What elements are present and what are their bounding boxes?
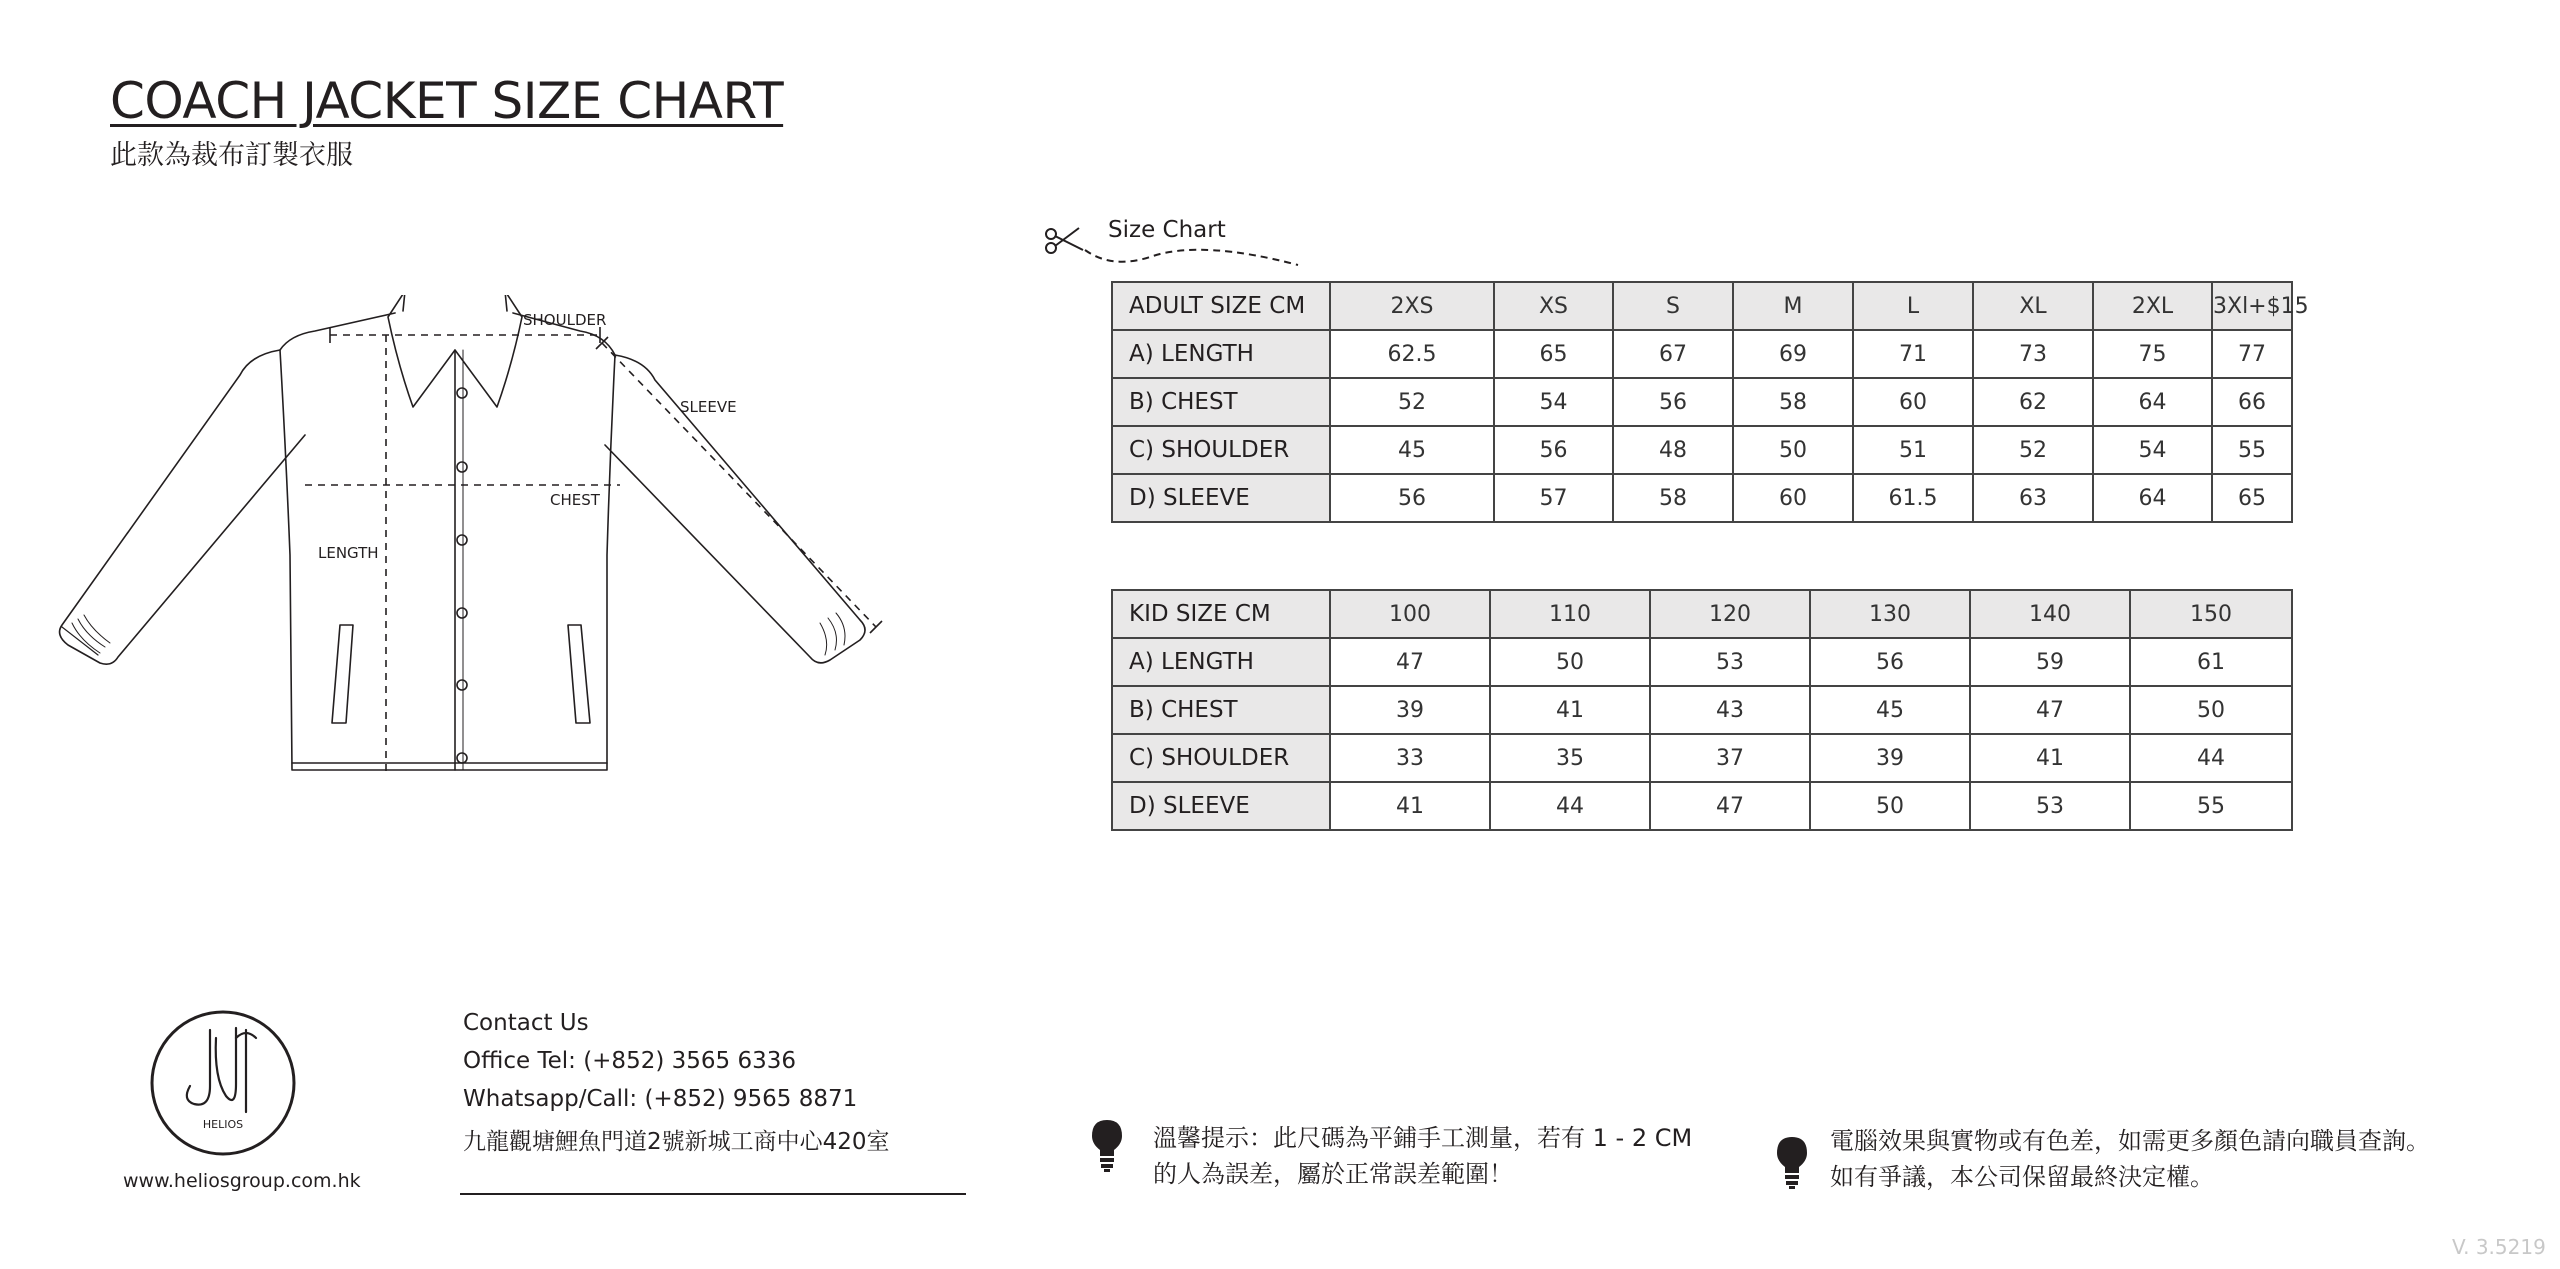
table-cell: 55 <box>2130 782 2292 830</box>
table-cell: 44 <box>2130 734 2292 782</box>
table-cell: 52 <box>1330 378 1494 426</box>
row-label: A) LENGTH <box>1112 330 1330 378</box>
table-cell: 61 <box>2130 638 2292 686</box>
row-label: D) SLEEVE <box>1112 782 1330 830</box>
helios-logo <box>148 1008 298 1158</box>
table-header-cell: 100 <box>1330 590 1490 638</box>
row-label: B) CHEST <box>1112 686 1330 734</box>
table-cell: 53 <box>1650 638 1810 686</box>
table-cell: 58 <box>1613 474 1733 522</box>
table-row <box>1112 782 2292 830</box>
row-label: A) LENGTH <box>1112 638 1330 686</box>
table-cell: 41 <box>1490 686 1650 734</box>
whatsapp-phone: Whatsapp/Call: (+852) 9565 8871 <box>463 1086 858 1112</box>
table-cell: 45 <box>1330 426 1494 474</box>
table-row <box>1112 378 2292 426</box>
table-cell: 64 <box>2093 378 2212 426</box>
contact-title: Contact Us <box>463 1010 589 1036</box>
table-header-cell: M <box>1733 282 1853 330</box>
table-header-cell: 2XL <box>2093 282 2212 330</box>
table-cell: 53 <box>1970 782 2130 830</box>
label-shoulder: SHOULDER <box>523 311 607 329</box>
table-cell: 39 <box>1810 734 1970 782</box>
table-cell: 50 <box>2130 686 2292 734</box>
website-link[interactable]: www.heliosgroup.com.hk <box>123 1170 361 1192</box>
table-header-cell: 150 <box>2130 590 2292 638</box>
kid-size-table <box>1111 589 2293 831</box>
table-cell: 62.5 <box>1330 330 1494 378</box>
table-cell: 60 <box>1733 474 1853 522</box>
note-line: 如有爭議，本公司保留最終決定權。 <box>1830 1163 2214 1191</box>
note-line: 溫馨提示：此尺碼為平鋪手工測量，若有 1 - 2 CM <box>1153 1124 1693 1152</box>
row-label: C) SHOULDER <box>1112 734 1330 782</box>
table-cell: 62 <box>1973 378 2093 426</box>
table-cell: 41 <box>1970 734 2130 782</box>
table-cell: 75 <box>2093 330 2212 378</box>
jacket-diagram <box>50 295 900 795</box>
table-cell: 69 <box>1733 330 1853 378</box>
table-header-cell: XL <box>1973 282 2093 330</box>
table-cell: 50 <box>1733 426 1853 474</box>
note-line: 電腦效果與實物或有色差，如需更多顏色請向職員查詢。 <box>1830 1127 2430 1155</box>
table-cell: 56 <box>1330 474 1494 522</box>
row-label: B) CHEST <box>1112 378 1330 426</box>
table-header-cell: 3Xl+$15 <box>2212 282 2292 330</box>
table-header-cell: S <box>1613 282 1733 330</box>
label-sleeve: SLEEVE <box>680 398 737 416</box>
table-cell: 44 <box>1490 782 1650 830</box>
table-cell: 77 <box>2212 330 2292 378</box>
table-row <box>1112 426 2292 474</box>
table-cell: 48 <box>1613 426 1733 474</box>
version-label: V. 3.5219 <box>2452 1235 2546 1259</box>
row-label: D) SLEEVE <box>1112 474 1330 522</box>
table-cell: 52 <box>1973 426 2093 474</box>
table-header-row <box>1112 590 2292 638</box>
table-cell: 37 <box>1650 734 1810 782</box>
table-row <box>1112 638 2292 686</box>
address: 九龍觀塘鯉魚門道2號新城工商中心420室 <box>463 1129 890 1155</box>
table-header-cell: L <box>1853 282 1973 330</box>
note-line: 的人為誤差，屬於正常誤差範圍！ <box>1153 1160 1513 1188</box>
table-row <box>1112 686 2292 734</box>
table-cell: 65 <box>1494 330 1613 378</box>
table-cell: 43 <box>1650 686 1810 734</box>
table-cell: 63 <box>1973 474 2093 522</box>
table-cell: 57 <box>1494 474 1613 522</box>
page-subtitle: 此款為裁布訂製衣服 <box>110 140 353 171</box>
divider-line <box>460 1193 966 1195</box>
lightbulb-icon <box>1775 1135 1809 1189</box>
table-row <box>1112 734 2292 782</box>
table-cell: 54 <box>2093 426 2212 474</box>
table-row <box>1112 474 2292 522</box>
table-header-cell: 140 <box>1970 590 2130 638</box>
table-cell: 58 <box>1733 378 1853 426</box>
table-cell: 56 <box>1810 638 1970 686</box>
table-cell: 47 <box>1650 782 1810 830</box>
table-header-cell: 130 <box>1810 590 1970 638</box>
table-cell: 41 <box>1330 782 1490 830</box>
table-cell: 33 <box>1330 734 1490 782</box>
table-cell: 55 <box>2212 426 2292 474</box>
logo-text: HELIOS <box>202 1118 244 1131</box>
table-cell: 59 <box>1970 638 2130 686</box>
table-cell: 51 <box>1853 426 1973 474</box>
adult-size-table <box>1111 281 2309 523</box>
page-title: COACH JACKET SIZE CHART <box>110 72 784 130</box>
table-header-cell: 120 <box>1650 590 1810 638</box>
table-cell: 50 <box>1810 782 1970 830</box>
table-cell: 60 <box>1853 378 1973 426</box>
table-cell: 47 <box>1330 638 1490 686</box>
table-cell: 56 <box>1494 426 1613 474</box>
table-cell: 71 <box>1853 330 1973 378</box>
label-chest: CHEST <box>550 491 600 509</box>
table-cell: 66 <box>2212 378 2292 426</box>
table-cell: 47 <box>1970 686 2130 734</box>
table-cell: 73 <box>1973 330 2093 378</box>
size-chart-label: Size Chart <box>1108 217 1226 243</box>
lightbulb-icon <box>1090 1118 1124 1172</box>
table-header-cell: 2XS <box>1330 282 1494 330</box>
table-header-cell: KID SIZE CM <box>1112 590 1330 638</box>
table-row <box>1112 330 2292 378</box>
table-cell: 35 <box>1490 734 1650 782</box>
label-length: LENGTH <box>318 544 379 562</box>
table-header-cell: XS <box>1494 282 1613 330</box>
table-cell: 61.5 <box>1853 474 1973 522</box>
table-cell: 65 <box>2212 474 2292 522</box>
table-cell: 67 <box>1613 330 1733 378</box>
row-label: C) SHOULDER <box>1112 426 1330 474</box>
office-phone: Office Tel: (+852) 3565 6336 <box>463 1048 796 1074</box>
measurement-note <box>1153 1120 1692 1192</box>
table-header-row <box>1112 282 2292 330</box>
table-header-cell: 110 <box>1490 590 1650 638</box>
table-cell: 56 <box>1613 378 1733 426</box>
table-header-cell: ADULT SIZE CM <box>1112 282 1330 330</box>
table-cell: 64 <box>2093 474 2212 522</box>
table-cell: 39 <box>1330 686 1490 734</box>
table-cell: 45 <box>1810 686 1970 734</box>
table-cell: 54 <box>1494 378 1613 426</box>
table-cell: 50 <box>1490 638 1650 686</box>
color-disclaimer-note <box>1830 1123 2430 1195</box>
